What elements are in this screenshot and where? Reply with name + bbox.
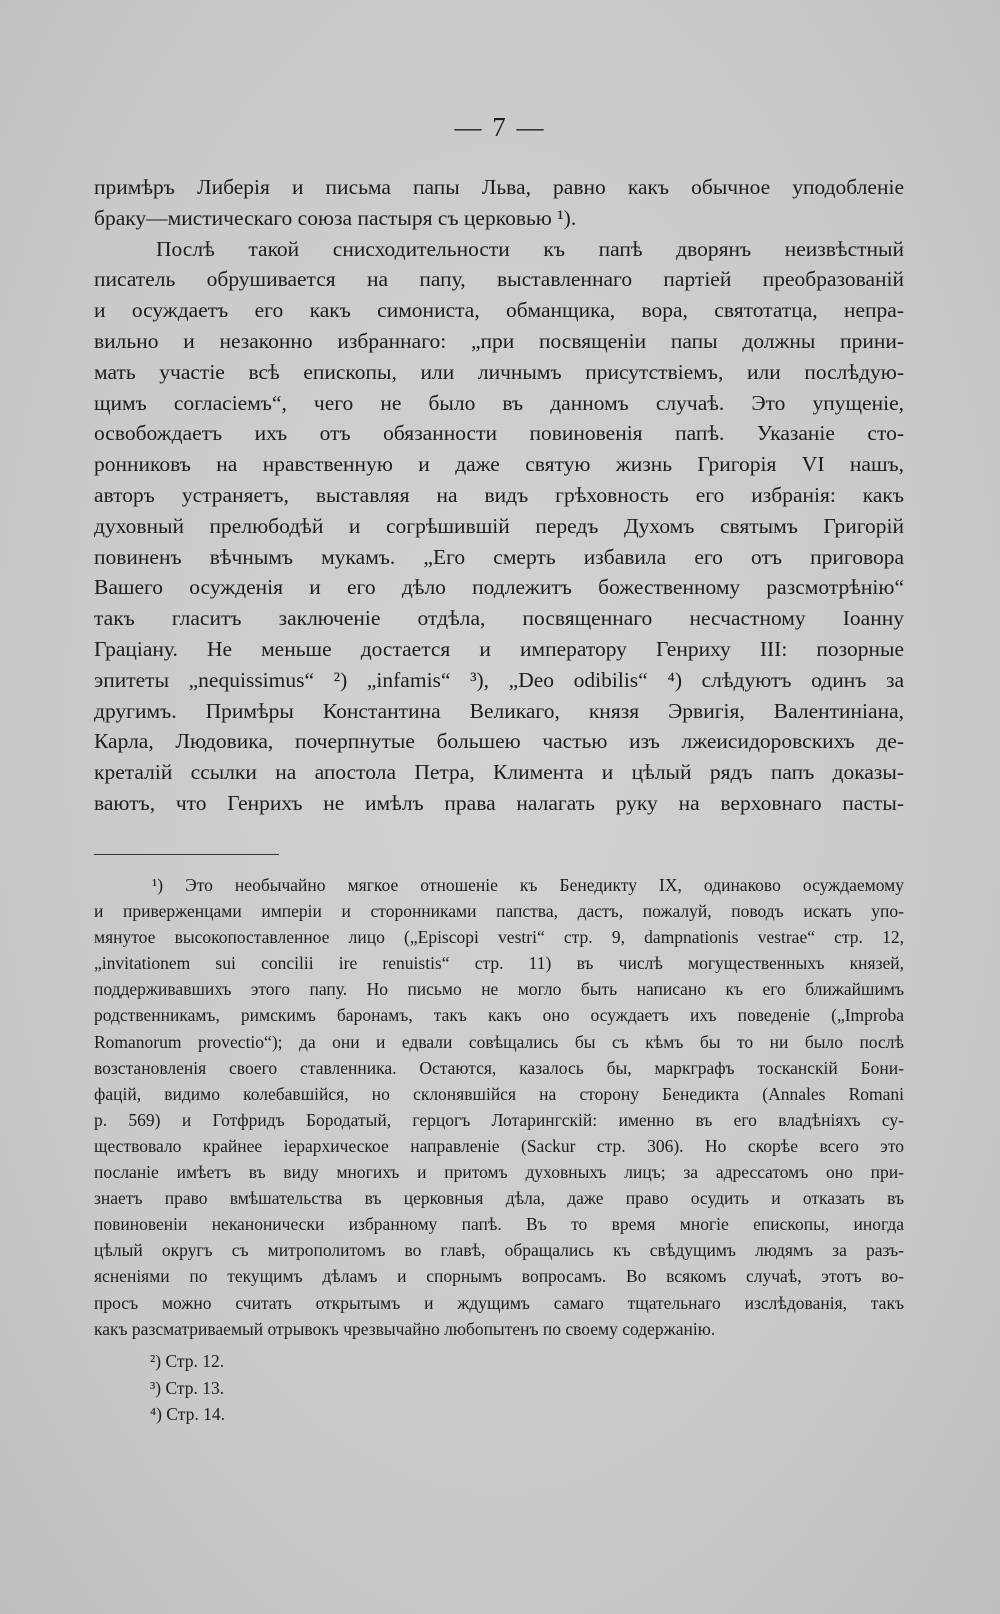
footnote-ref: ³) Стр. 13. [150,1377,225,1398]
text-line: освобождаетъ ихъ отъ обязанности повиновенія папѣ. Указаніе сто- [94,421,904,446]
text-line: креталій ссылки на апостола Петра, Климента и цѣлый рядъ папъ доказы- [94,760,904,785]
text-line: авторъ устраняетъ, выставляя на видъ грѣховность его избранія: какъ [94,482,904,507]
footnote-line: фацій, видимо колебавшійся, но склонявшійся на сторону Бенедикта (Annales Romani [94,1083,904,1104]
main-text [94,172,904,819]
short-footnotes [150,1348,225,1428]
footnote-line: ¹) Это необычайно мягкое отношеніе къ Бенедикту IX, одинаково осуждаемому [152,875,904,895]
text-line: вильно и незаконно избраннаго: „при посвященіи папы должны прини- [94,328,904,353]
footnote-line: „invitationem sui concilii ire renuistis“ стр. 11) въ числѣ могущественныхъ князей, [94,953,904,974]
text-line: браку—мистическаго союза пастыря съ церковью ¹). [94,205,577,230]
text-line: такъ гласитъ заключеніе отдѣла, посвященнаго несчастному Іоанну [94,606,904,631]
text-line: примѣръ Либерія и письма папы Льва, равно какъ обычное уподобленіе [94,175,904,199]
footnote-line: и приверженцами имперіи и сторонниками папства, дастъ, пожалуй, поводъ искать упо- [94,901,904,922]
footnote-line: p. 569) и Готфридъ Бородатый, герцогъ Лотарингскій: именно въ его владѣніяхъ су- [94,1109,904,1130]
text-line: мать участіе всѣ епископы, или личнымъ присутствіемъ, или послѣдую- [94,359,904,384]
footnote-line: ществовало крайнее іерархическое направленіе (Sackur стр. 306). Но скорѣе всего это [94,1135,904,1156]
text-line: Послѣ такой снисходительности къ папѣ дворянъ неизвѣстный [156,236,904,261]
text-line: Граціану. Не меньше достается и императору Генриху III: позорные [94,636,904,661]
footnote-line: просъ можно считать открытымъ и ждущимъ самаго тщательнаго изслѣдованія, такъ [94,1292,904,1313]
text-line: повиненъ вѣчнымъ мукамъ. „Его смерть избавила его отъ приговора [94,544,904,569]
text-line: Вашего осужденія и его дѣло подлежитъ божественному разсмотрѣнію“ [94,575,904,600]
text-line: ронниковъ на нравственную и даже святую жизнь Григорія VI нашъ, [94,452,904,477]
footnote-line: родственникамъ, римскимъ баронамъ, такъ какъ оно осуждаетъ ихъ поведеніе („Improba [94,1005,904,1026]
text-line: Карла, Людовика, почерпнутые большею частью изъ лжеисидоровскихъ де- [94,729,904,754]
text-line: писатель обрушивается на папу, выставленнаго партіей преобразованій [94,267,904,292]
text-line: щимъ согласіемъ“, чего не было въ данномъ случаѣ. Это упущеніе, [94,390,904,415]
text-line: духовный прелюбодѣй и согрѣшившій передъ Духомъ святымъ Григорій [94,513,904,538]
footnote-line: повиновеніи неканонически избранному папѣ. Въ то время многіе епископы, иногда [94,1214,904,1235]
footnote-ref: ⁴) Стр. 14. [150,1404,225,1424]
footnote-line: возстановленія своего ставленника. Остаются, казалось бы, маркграфъ тосканскій Бони- [94,1057,904,1078]
footnote-line: Romanorum provectio“); да они и едвали совѣщались бы съ кѣмъ бы то ни было послѣ [94,1031,904,1052]
footnote-line: цѣлый округъ съ митрополитомъ во главѣ, обращались къ свѣдущимъ людямъ за разъ- [94,1240,904,1261]
footnote-ref: ²) Стр. 12. [150,1351,225,1371]
footnote-line: поддерживавшихъ этого папу. Но письмо не могло быть написано къ его ближайшимъ [94,979,904,1000]
text-line: другимъ. Примѣры Константина Великаго, князя Эрвигія, Валентиніана, [94,698,904,723]
footnote-line: какъ разсматриваемый отрывокъ чрезвычайно любопытенъ по своему содержанію. [94,1318,716,1339]
text-line: эпитеты „nequissimus“ ²) „infamis“ ³), „Deo odibilis“ ⁴) слѣдуютъ одинъ за [94,667,904,692]
text-line: и осуждаетъ его какъ симониста, обманщика, вора, святотатца, непра- [94,298,904,323]
footnote-line: мянутое высокопоставленное лицо („Episcopi vestri“ стр. 9, dampnationis vestrae“ стр. 12, [94,927,904,948]
footnote-line: ясненіями по текущимъ дѣламъ и спорнымъ вопросамъ. Во всякомъ случаѣ, этотъ во- [94,1266,904,1287]
footnote-line: знаетъ право вмѣшательства въ церковныя дѣла, даже право осудить и отказать въ [94,1188,904,1209]
page-number: — 7 — [454,112,546,142]
footnote-line: посланіе имѣетъ въ виду многихъ и притомъ духовныхъ лицъ; за адресcатомъ оно при- [94,1162,904,1183]
footnote-divider [94,854,279,855]
footnotes [94,872,904,1342]
text-line: ваютъ, что Генрихъ не имѣлъ права налагать руку на верховнаго пасты- [94,790,904,815]
